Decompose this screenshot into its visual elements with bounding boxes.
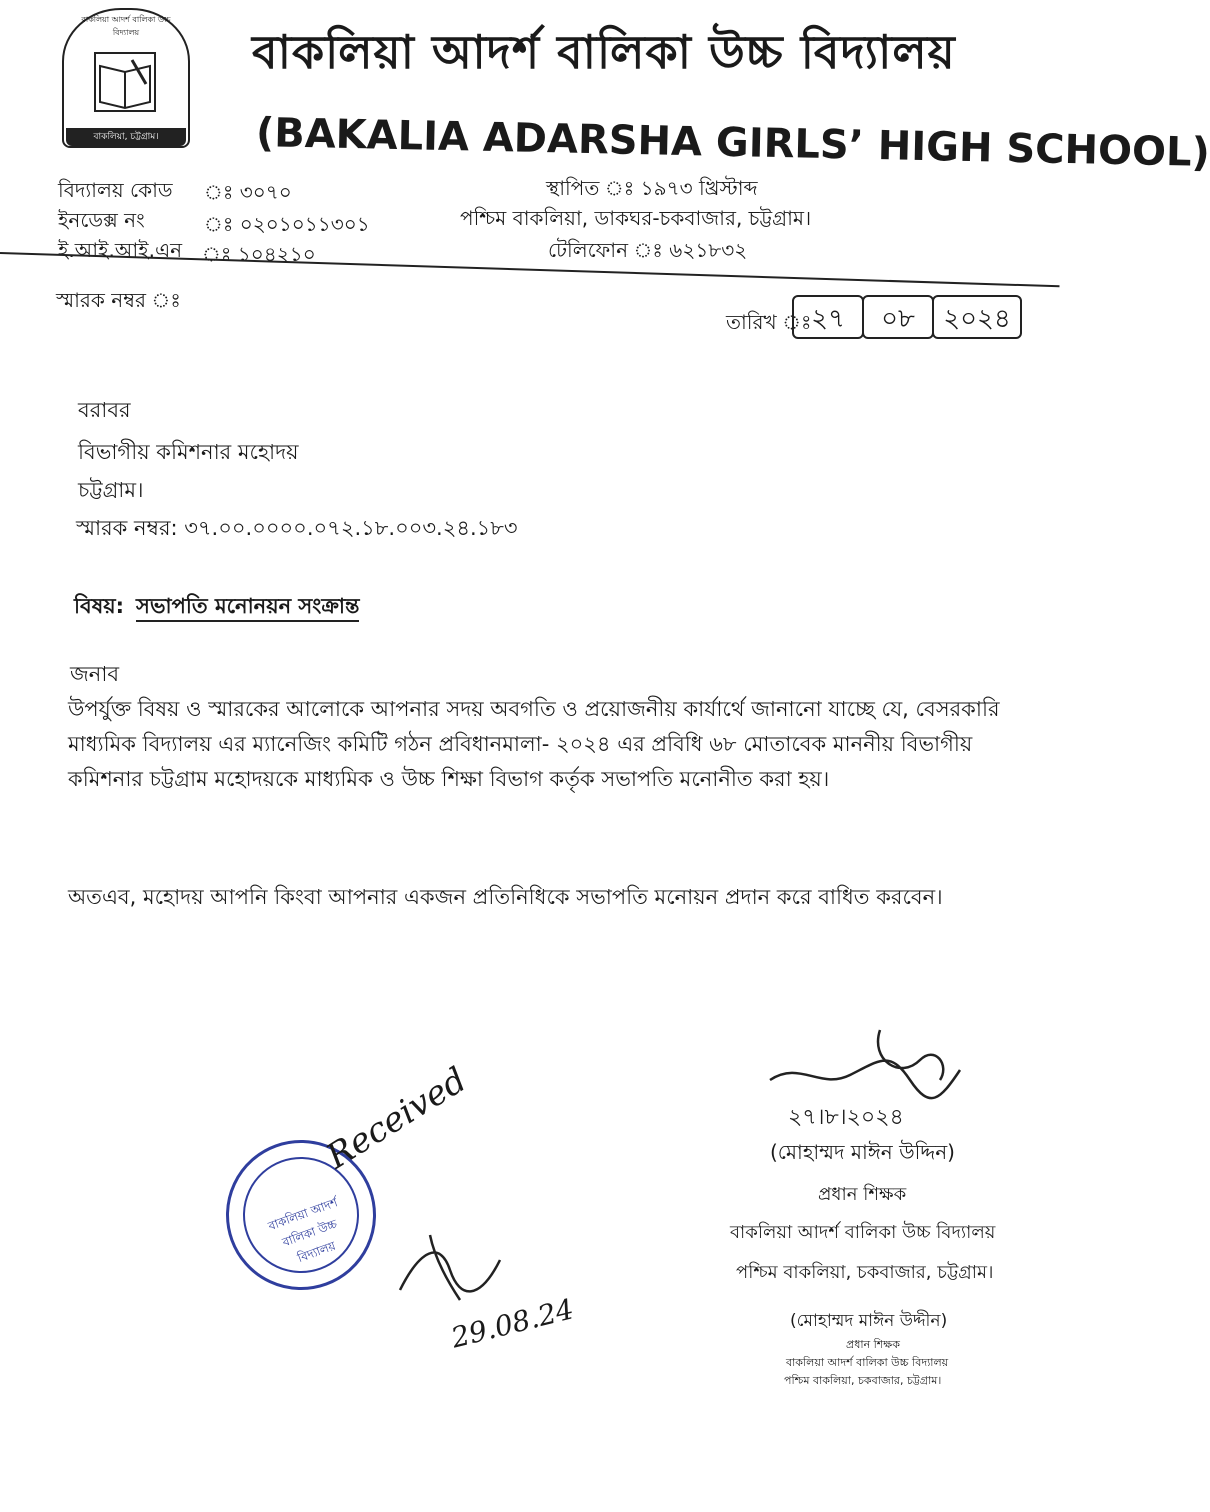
school-logo — [62, 8, 190, 148]
headmaster-school: বাকলিয়া আদর্শ বালিকা উচ্চ বিদ্যালয় — [730, 1222, 996, 1243]
school-code-label: বিদ্যালয় কোড — [58, 178, 173, 202]
subject-text: সভাপতি মনোনয়ন সংক্রান্ত — [136, 594, 359, 622]
established: স্থাপিত ঃ ১৯৭৩ খ্রিস্টাব্দ — [546, 176, 758, 200]
school-address: পশ্চিম বাকলিয়া, ডাকঘর-চকবাজার, চট্টগ্রাম। — [460, 206, 812, 230]
received-handwriting: Received — [319, 1059, 474, 1177]
recipient-to: বরাবর — [78, 398, 131, 422]
seal-name: (মোহাম্মদ মাঈন উদ্দীন) — [790, 1311, 948, 1331]
headmaster-designation: প্রধান শিক্ষক — [818, 1184, 907, 1205]
logo-band: বাকলিয়া, চট্টগ্রাম। — [66, 128, 186, 146]
date-year-box: ২০২৪ — [932, 295, 1022, 339]
headmaster-name: (মোহাম্মদ মাঈন উদ্দিন) — [770, 1140, 955, 1164]
headmaster-signature — [760, 1020, 980, 1110]
seal-designation: প্রধান শিক্ষক — [846, 1338, 900, 1351]
subject-label: বিষয়: — [74, 594, 125, 618]
body-paragraph-2: অতএব, মহোদয় আপনি কিংবা আপনার একজন প্রতিনিধিকে সভাপতি মনোয়ন প্রদান করে বাধিত করবেন। — [68, 885, 943, 909]
body-paragraph-1: উপর্যুক্ত বিষয় ও স্মারকের আলোকে আপনার সদয় অবগতি ও প্রয়োজনীয় কার্যার্থে জানানো যাচ্ছে যে, বেসরকারি মাধ্যমিক বিদ্যালয় এর ম্যানেজিং কমিটি গঠন প্রবিধানমালা- ২০২৪ এর প্রবিধি ৬৮ মোতাবেক মাননীয় বিভাগীয় কমিশনার চট্টগ্রাম মহোদয়কে মাধ্যমিক ও উচ্চ শিক্ষা বিভাগ কর্তৃক সভাপতি মনোনীত করা হয়। — [68, 697, 1000, 791]
receiver-signature — [390, 1230, 540, 1310]
index-value: ঃ ০২০১০১১৩০১ — [204, 212, 370, 236]
date-month-box: ০৮ — [862, 295, 934, 339]
book-icon — [94, 52, 156, 112]
eiin-value: ঃ ১০৪২১০ — [202, 242, 316, 266]
seal-address: পশ্চিম বাকলিয়া, চকবাজার, চট্টগ্রাম। — [784, 1374, 942, 1387]
index-label: ইনডেক্স নং — [58, 208, 145, 232]
logo-ring-text: বাকলিয়া আদর্শ বালিকা উচ্চ বিদ্যালয় — [81, 15, 171, 37]
stamp-text: বাকলিয়া আদর্শ বালিকা উচ্চ বিদ্যালয় — [266, 1195, 340, 1266]
recipient-city: চট্টগ্রাম। — [78, 478, 144, 502]
telephone: টেলিফোন ঃ ৬২১৮৩২ — [548, 238, 748, 262]
received-date: 29.08.24 — [448, 1292, 577, 1355]
memo-number-label: স্মারক নম্বর ঃ — [56, 288, 181, 312]
school-title-english: (BAKALIA ADARSHA GIRLS’ HIGH SCHOOL) — [255, 110, 1210, 176]
salutation: জনাব — [70, 662, 120, 686]
subject-wrap — [136, 590, 359, 625]
reference-memo-number: স্মারক নম্বর: ৩৭.০০.০০০০.০৭২.১৮.০০৩.২৪.১৮৩ — [76, 516, 518, 540]
eiin-label: ই.আই.আই.এন — [58, 238, 183, 262]
recipient-title: বিভাগীয় কমিশনার মহোদয় — [78, 440, 299, 464]
header-divider — [0, 252, 1060, 287]
school-title-bangla: বাকলিয়া আদর্শ বালিকা উচ্চ বিদ্যালয় — [252, 25, 956, 79]
school-code-value: ঃ ৩০৭০ — [204, 180, 292, 204]
seal-school: বাকলিয়া আদর্শ বালিকা উচ্চ বিদ্যালয় — [786, 1356, 949, 1369]
headmaster-address: পশ্চিম বাকলিয়া, চকবাজার, চট্টগ্রাম। — [736, 1262, 994, 1283]
date-label: তারিখ ঃ — [726, 310, 812, 334]
date-day-box: ২৭ — [792, 295, 864, 339]
signature-date: ২৭।৮।২০২৪ — [788, 1105, 904, 1130]
